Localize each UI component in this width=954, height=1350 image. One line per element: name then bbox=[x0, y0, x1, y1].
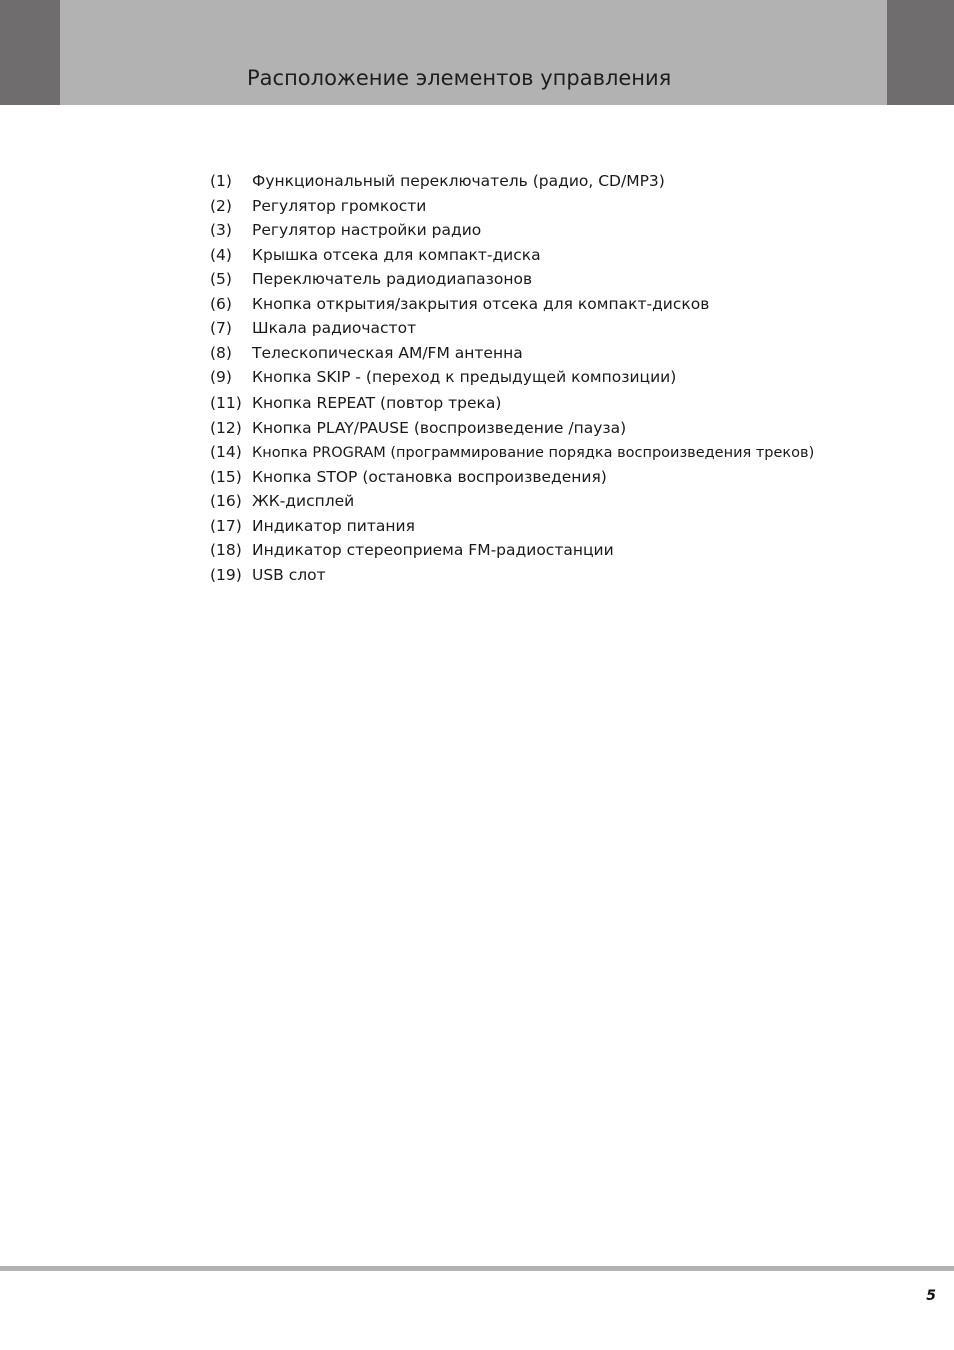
item-text: ЖК-дисплей bbox=[252, 492, 355, 510]
list-item bbox=[210, 417, 626, 439]
list-item bbox=[210, 317, 416, 339]
item-number: (5) bbox=[210, 270, 232, 288]
list-item bbox=[210, 195, 426, 217]
list-item bbox=[210, 466, 607, 488]
item-text: Шкала радиочастот bbox=[252, 319, 417, 337]
page-number: 5 bbox=[926, 1288, 936, 1304]
list-item bbox=[210, 515, 415, 537]
page-title: Расположение элементов управления bbox=[247, 66, 672, 90]
item-text: Кнопка REPEAT (повтор трека) bbox=[252, 394, 502, 412]
list-item bbox=[210, 539, 614, 561]
controls-list bbox=[0, 0, 954, 600]
list-item bbox=[210, 490, 354, 512]
list-item bbox=[210, 564, 326, 586]
item-text: Кнопка PLAY/PAUSE (воспроизведение /пауза) bbox=[252, 419, 627, 437]
item-number: (14) bbox=[210, 443, 242, 461]
item-number: (18) bbox=[210, 541, 242, 559]
item-text: USB слот bbox=[252, 566, 326, 584]
item-number: (6) bbox=[210, 295, 232, 313]
item-text: Кнопка PROGRAM (программирование порядка воспроизведения треков) bbox=[252, 445, 815, 461]
list-item bbox=[210, 441, 814, 463]
item-number: (11) bbox=[210, 394, 242, 412]
item-text: Кнопка STOP (остановка воспроизведения) bbox=[252, 468, 607, 486]
item-number: (12) bbox=[210, 419, 242, 437]
item-text: Функциональный переключатель (радио, CD/MP3) bbox=[252, 172, 665, 190]
item-text: Индикатор стереоприема FM-радиостанции bbox=[252, 541, 614, 559]
list-item bbox=[210, 244, 541, 266]
item-text: Переключатель радиодиапазонов bbox=[252, 270, 533, 288]
item-number: (15) bbox=[210, 468, 242, 486]
item-number: (3) bbox=[210, 221, 232, 239]
item-text: Регулятор настройки радио bbox=[252, 221, 482, 239]
list-item bbox=[210, 342, 523, 364]
item-text: Кнопка SKIP - (переход к предыдущей композиции) bbox=[252, 368, 677, 386]
item-text: Регулятор громкости bbox=[252, 197, 427, 215]
item-text: Крышка отсека для компакт-диска bbox=[252, 246, 541, 264]
list-item bbox=[210, 268, 532, 290]
item-number: (7) bbox=[210, 319, 232, 337]
footer-divider bbox=[0, 1266, 954, 1271]
item-number: (8) bbox=[210, 344, 232, 362]
item-number: (9) bbox=[210, 368, 232, 386]
item-number: (2) bbox=[210, 197, 232, 215]
list-item bbox=[210, 219, 481, 241]
item-text: Индикатор питания bbox=[252, 517, 415, 535]
item-number: (16) bbox=[210, 492, 242, 510]
list-item bbox=[210, 392, 501, 414]
item-number: (4) bbox=[210, 246, 232, 264]
list-item bbox=[210, 366, 676, 388]
item-number: (1) bbox=[210, 172, 232, 190]
item-text: Кнопка открытия/закрытия отсека для компакт-дисков bbox=[252, 295, 710, 313]
item-number: (19) bbox=[210, 566, 242, 584]
item-text: Телескопическая AM/FM антенна bbox=[252, 344, 523, 362]
item-number: (17) bbox=[210, 517, 242, 535]
list-item bbox=[210, 170, 665, 192]
list-item bbox=[210, 293, 709, 315]
